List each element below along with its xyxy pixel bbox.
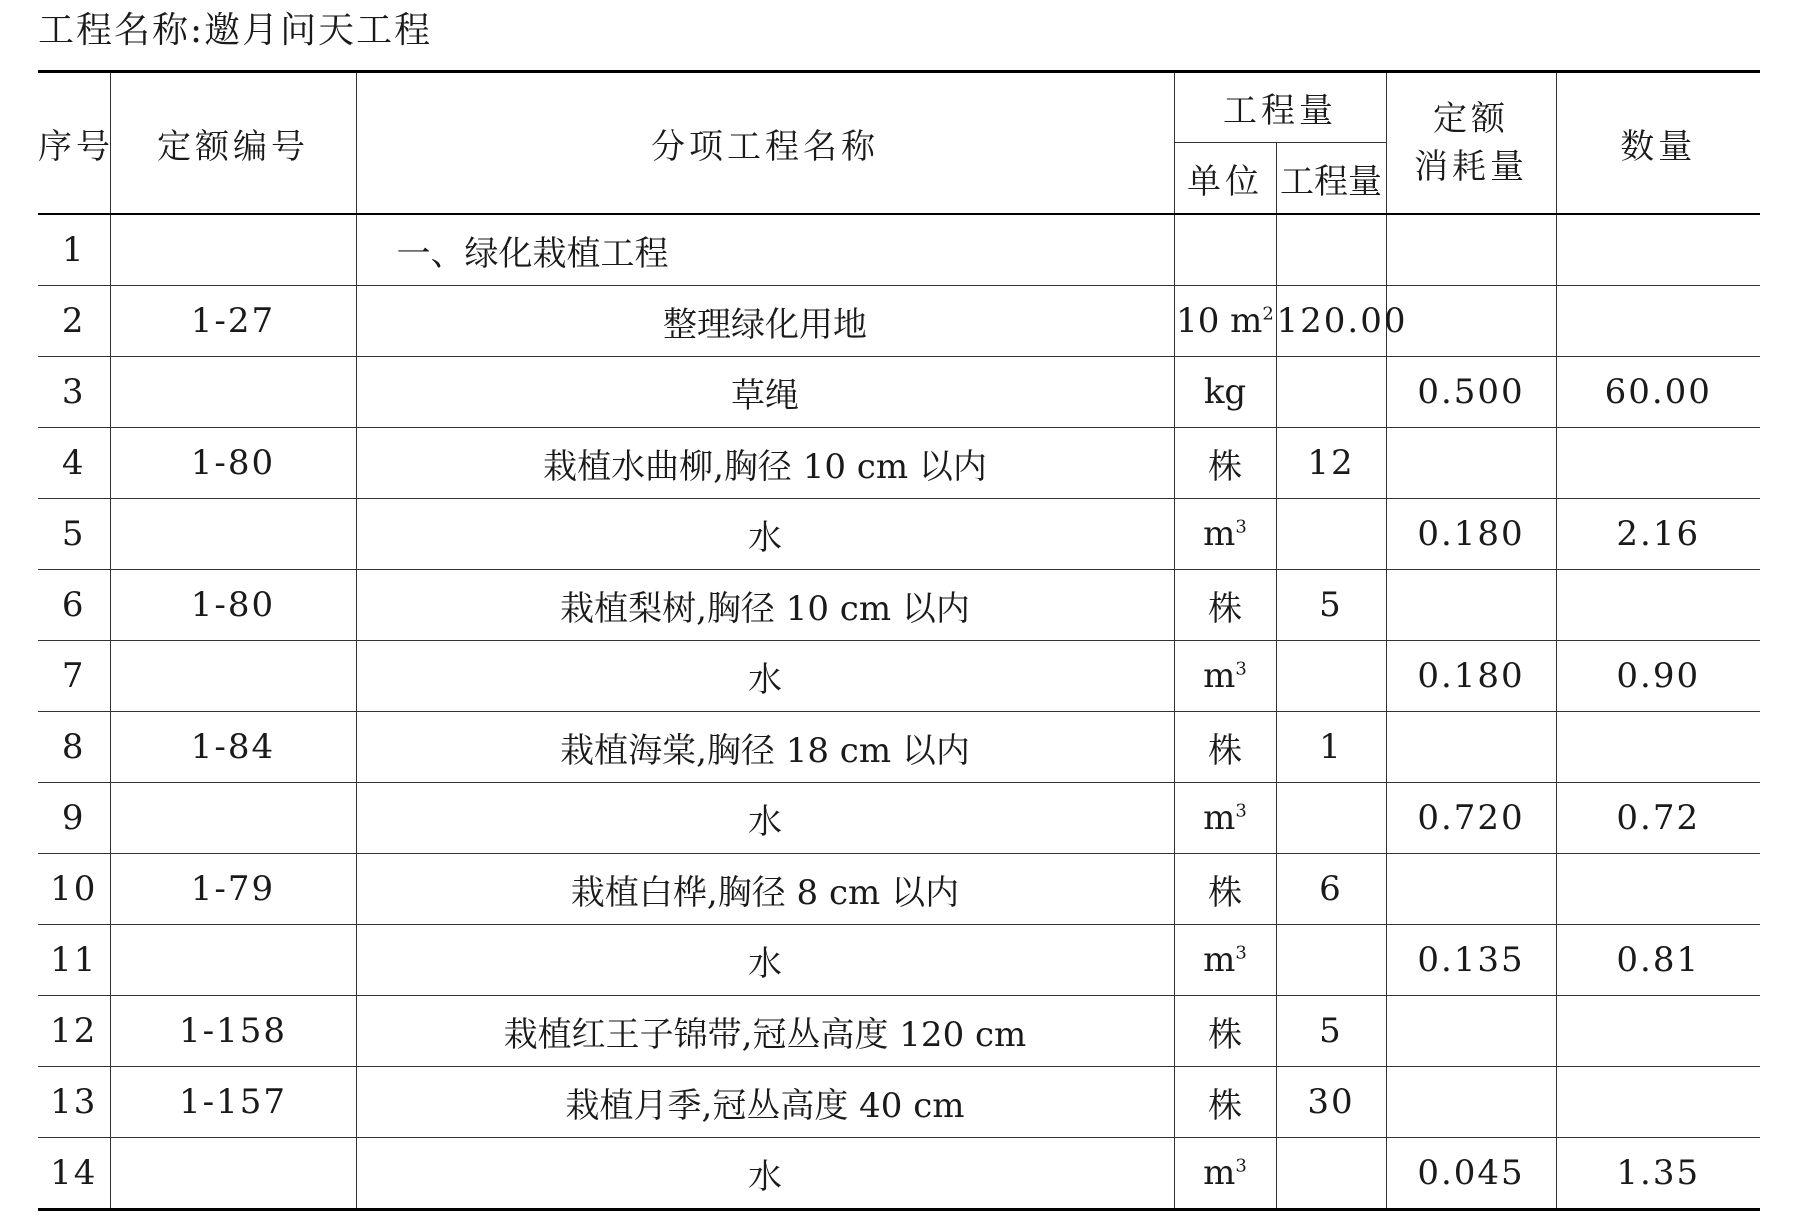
row-quantity-cell (1276, 214, 1386, 286)
header-amount: 数量 (1556, 72, 1760, 215)
row-amount-cell: 0.81 (1556, 925, 1760, 996)
header-consumption-line2: 消耗量 (1414, 147, 1528, 187)
header-quota-consumption (1386, 72, 1556, 215)
unit-text: 株 (1208, 588, 1242, 629)
row-unit-cell (1174, 428, 1276, 499)
row-consumption-cell: 0.180 (1386, 641, 1556, 712)
row-quota-code-cell: 1-79 (110, 854, 356, 925)
row-amount-cell (1556, 286, 1760, 357)
table-row (38, 641, 1760, 712)
row-item-name-cell: 水 (356, 499, 1174, 570)
row-consumption-cell (1386, 712, 1556, 783)
row-quota-code-cell: 1-80 (110, 428, 356, 499)
row-quantity-cell: 12 (1276, 428, 1386, 499)
row-item-name-cell: 栽植红王子锦带,冠丛高度 120 cm (356, 996, 1174, 1067)
row-seq-cell: 2 (38, 286, 110, 357)
row-unit-cell (1174, 712, 1276, 783)
row-quota-code-cell (110, 357, 356, 428)
header-seq: 序号 (38, 72, 110, 215)
header-unit: 单位 (1174, 143, 1276, 215)
row-quota-code-cell: 1-157 (110, 1067, 356, 1138)
row-quota-code-cell: 1-158 (110, 996, 356, 1067)
row-amount-cell (1556, 214, 1760, 286)
row-unit-cell (1174, 925, 1276, 996)
unit-text: m (1203, 514, 1236, 554)
row-consumption-cell (1386, 570, 1556, 641)
unit-text: 株 (1208, 872, 1242, 913)
unit-text: m (1203, 940, 1236, 980)
table-header (38, 72, 1760, 215)
row-item-name-cell: 水 (356, 1138, 1174, 1210)
unit-text: 10 m (1176, 301, 1263, 341)
row-unit-cell (1174, 783, 1276, 854)
row-quantity-cell (1276, 1138, 1386, 1210)
quota-table (38, 70, 1760, 1211)
row-consumption-cell (1386, 428, 1556, 499)
row-consumption-cell (1386, 214, 1556, 286)
row-amount-cell (1556, 854, 1760, 925)
table-row (38, 286, 1760, 357)
row-quantity-cell (1276, 641, 1386, 712)
row-seq-cell: 14 (38, 1138, 110, 1210)
row-quota-code-cell (110, 499, 356, 570)
unit-text: 株 (1208, 1085, 1242, 1126)
unit-text: kg (1203, 372, 1247, 412)
row-quantity-cell (1276, 499, 1386, 570)
unit-superscript: 3 (1235, 942, 1247, 964)
row-quota-code-cell (110, 641, 356, 712)
row-item-name-cell: 栽植白桦,胸径 8 cm 以内 (356, 854, 1174, 925)
row-item-name-cell: 栽植海棠,胸径 18 cm 以内 (356, 712, 1174, 783)
table-row (38, 925, 1760, 996)
table-row (38, 783, 1760, 854)
row-quota-code-cell (110, 925, 356, 996)
table-row (38, 854, 1760, 925)
row-item-name-cell: 栽植月季,冠丛高度 40 cm (356, 1067, 1174, 1138)
row-quota-code-cell (110, 214, 356, 286)
row-unit-cell (1174, 286, 1276, 357)
row-quantity-cell: 6 (1276, 854, 1386, 925)
row-amount-cell (1556, 996, 1760, 1067)
row-seq-cell: 7 (38, 641, 110, 712)
row-seq-cell: 12 (38, 996, 110, 1067)
table-body (38, 214, 1760, 1210)
row-seq-cell: 11 (38, 925, 110, 996)
table-row (38, 996, 1760, 1067)
table-row (38, 214, 1760, 286)
row-item-name-cell: 整理绿化用地 (356, 286, 1174, 357)
row-consumption-cell: 0.135 (1386, 925, 1556, 996)
row-unit-cell (1174, 499, 1276, 570)
unit-superscript: 3 (1235, 1155, 1247, 1177)
row-unit-cell (1174, 357, 1276, 428)
table-row (38, 570, 1760, 641)
row-seq-cell: 4 (38, 428, 110, 499)
row-amount-cell (1556, 1067, 1760, 1138)
row-amount-cell: 2.16 (1556, 499, 1760, 570)
row-amount-cell (1556, 712, 1760, 783)
row-item-name-cell: 草绳 (356, 357, 1174, 428)
unit-text: m (1203, 1153, 1236, 1193)
row-consumption-cell: 0.500 (1386, 357, 1556, 428)
row-quantity-cell (1276, 925, 1386, 996)
row-seq-cell: 8 (38, 712, 110, 783)
row-unit-cell (1174, 570, 1276, 641)
unit-text: m (1203, 656, 1236, 696)
row-seq-cell: 5 (38, 499, 110, 570)
row-quota-code-cell (110, 1138, 356, 1210)
row-seq-cell: 9 (38, 783, 110, 854)
row-consumption-cell: 0.180 (1386, 499, 1556, 570)
row-seq-cell: 6 (38, 570, 110, 641)
row-quota-code-cell (110, 783, 356, 854)
table-row (38, 712, 1760, 783)
row-amount-cell: 0.90 (1556, 641, 1760, 712)
row-consumption-cell (1386, 1067, 1556, 1138)
table-row (38, 499, 1760, 570)
header-quota-number: 定额编号 (110, 72, 356, 215)
unit-text: 株 (1208, 730, 1242, 771)
row-unit-cell (1174, 1067, 1276, 1138)
row-item-name-cell: 水 (356, 783, 1174, 854)
row-unit-cell (1174, 641, 1276, 712)
row-quantity-cell: 30 (1276, 1067, 1386, 1138)
row-seq-cell: 10 (38, 854, 110, 925)
row-quota-code-cell: 1-84 (110, 712, 356, 783)
header-consumption-line1: 定额 (1433, 99, 1509, 139)
row-quantity-cell: 120.00 (1276, 286, 1386, 357)
unit-text: 株 (1208, 1014, 1242, 1055)
table-row (38, 1138, 1760, 1210)
row-unit-cell (1174, 854, 1276, 925)
row-quantity-cell: 5 (1276, 570, 1386, 641)
row-consumption-cell (1386, 286, 1556, 357)
row-quantity-cell (1276, 357, 1386, 428)
row-quantity-cell: 1 (1276, 712, 1386, 783)
unit-superscript: 3 (1235, 658, 1247, 680)
unit-superscript: 2 (1262, 303, 1274, 325)
row-amount-cell: 0.72 (1556, 783, 1760, 854)
header-quantity: 工程量 (1276, 143, 1386, 215)
project-title: 工程名称:邀月问天工程 (38, 10, 433, 51)
row-seq-cell: 13 (38, 1067, 110, 1138)
table-row (38, 1067, 1760, 1138)
row-amount-cell (1556, 570, 1760, 641)
row-quantity-cell: 5 (1276, 996, 1386, 1067)
unit-text: 株 (1208, 446, 1242, 487)
row-item-name-cell: 栽植梨树,胸径 10 cm 以内 (356, 570, 1174, 641)
row-unit-cell (1174, 1138, 1276, 1210)
row-consumption-cell (1386, 854, 1556, 925)
row-item-name-cell: 栽植水曲柳,胸径 10 cm 以内 (356, 428, 1174, 499)
row-consumption-cell: 0.720 (1386, 783, 1556, 854)
row-quota-code-cell: 1-27 (110, 286, 356, 357)
row-seq-cell: 1 (38, 214, 110, 286)
header-quantity-group: 工程量 (1174, 72, 1386, 143)
row-consumption-cell (1386, 996, 1556, 1067)
table-row (38, 428, 1760, 499)
unit-superscript: 3 (1235, 516, 1247, 538)
table-row (38, 357, 1760, 428)
unit-text: m (1203, 798, 1236, 838)
row-amount-cell: 60.00 (1556, 357, 1760, 428)
row-consumption-cell: 0.045 (1386, 1138, 1556, 1210)
row-item-name-cell: 水 (356, 925, 1174, 996)
row-item-name-cell: 水 (356, 641, 1174, 712)
header-item-name: 分项工程名称 (356, 72, 1174, 215)
row-unit-cell (1174, 996, 1276, 1067)
row-unit-cell (1174, 214, 1276, 286)
row-quota-code-cell: 1-80 (110, 570, 356, 641)
row-amount-cell: 1.35 (1556, 1138, 1760, 1210)
row-amount-cell (1556, 428, 1760, 499)
row-quantity-cell (1276, 783, 1386, 854)
unit-superscript: 3 (1235, 800, 1247, 822)
row-seq-cell: 3 (38, 357, 110, 428)
row-item-name-cell: 一、绿化栽植工程 (356, 214, 1174, 286)
